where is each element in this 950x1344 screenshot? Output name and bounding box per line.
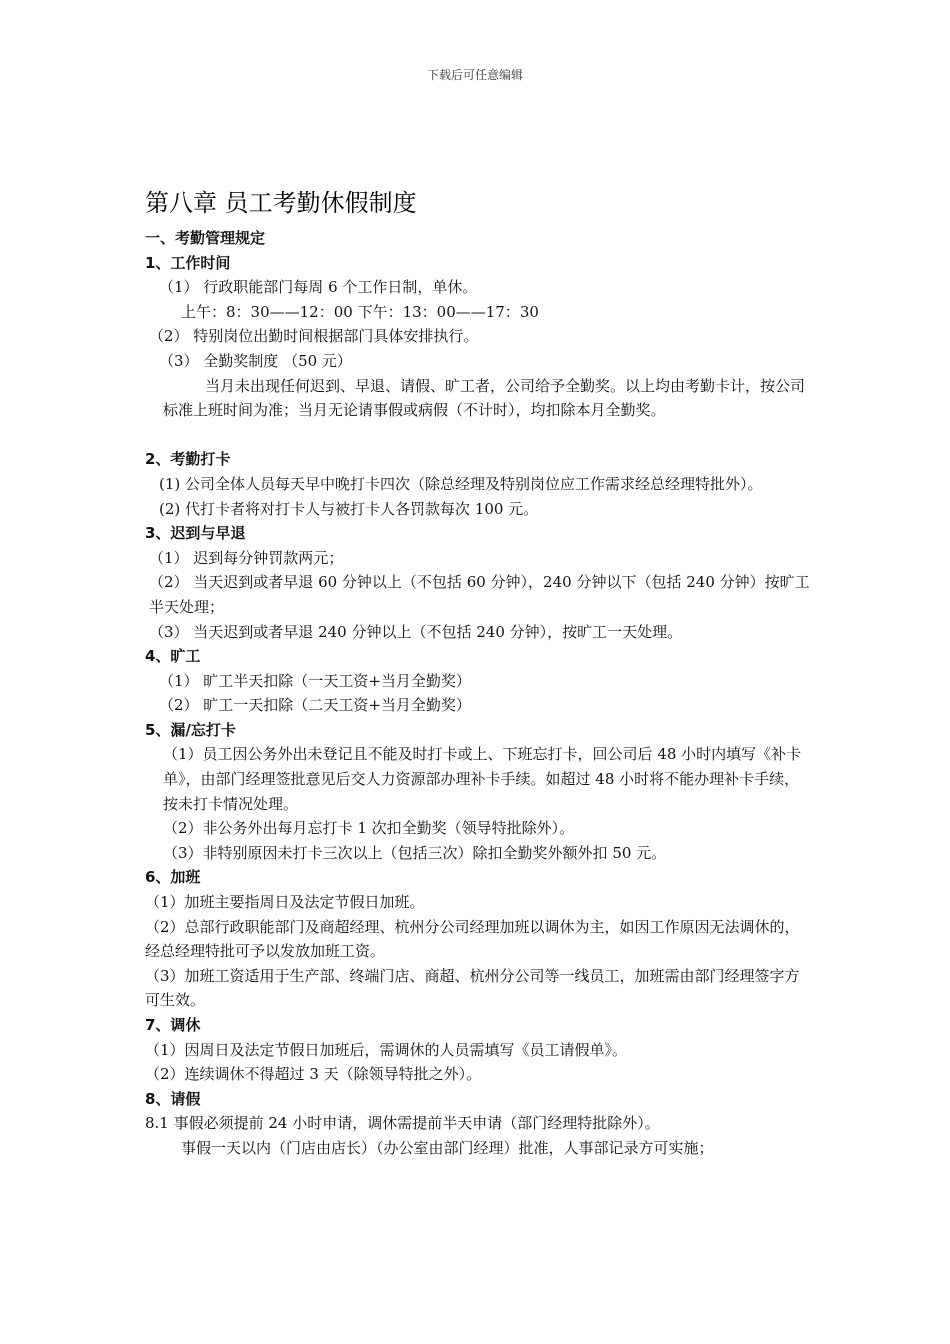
section-heading: 3、迟到与早退 [145, 524, 246, 543]
paragraph: 当月未出现任何迟到、早退、请假、旷工者，公司给予全勤奖。以上均由考勤卡计，按公司标准上班时间为准；当月无论请事假或病假（不计时），均扣除本月全勤奖。 [163, 376, 806, 420]
section-heading: 1、工作时间 [145, 253, 231, 272]
paragraph: （1） 旷工半天扣除（一天工资+当月全勤奖） [159, 671, 471, 690]
paragraph: (2) 代打卡者将对打卡人与被打卡人各罚款每次 100 元。 [159, 499, 539, 518]
page-header-note: 下载后可任意编辑 [426, 68, 523, 82]
paragraph: （3） 当天迟到或者早退 240 分钟以上（不包括 240 分钟），按旷工一天处理。 [149, 622, 683, 641]
document-body [145, 226, 810, 1161]
paragraph: （2） 旷工一天扣除（二天工资+当月全勤奖） [159, 696, 471, 715]
blank-line [145, 423, 810, 448]
section-heading: 5、漏/忘打卡 [145, 720, 236, 739]
section-heading: 6、加班 [145, 868, 201, 887]
paragraph: （3）加班工资适用于生产部、终端门店、商超、杭州分公司等一线员工，加班需由部门经理签字方可生效。 [145, 966, 800, 1010]
paragraph: （2）总部行政职能部门及商超经理、杭州分公司经理加班以调休为主，如因工作原因无法调休的，经总经理特批可予以发放加班工资。 [145, 917, 800, 961]
section-heading: 8、请假 [145, 1089, 201, 1108]
paragraph: 事假一天以内（门店由店长）（办公室由部门经理）批准，人事部记录方可实施； [181, 1138, 714, 1157]
section-heading: 4、旷工 [145, 647, 201, 666]
section-heading: 7、调休 [145, 1016, 201, 1034]
paragraph: （1）因周日及法定节假日加班后，需调休的人员需填写《员工请假单》。 [145, 1040, 628, 1059]
paragraph: 8.1 事假必须提前 24 小时申请，调休需提前半天申请（部门经理特批除外）。 [145, 1114, 660, 1133]
paragraph: （2）非公务外出每月忘打卡 1 次扣全勤奖（领导特批除外）。 [163, 819, 575, 838]
paragraph: （2） 当天迟到或者早退 60 分钟以上（不包括 60 分钟），240 分钟以下（包括 240 分钟）按旷工半天处理； [149, 573, 810, 616]
paragraph: （2）连续调休不得超过 3 天（除领导特批之外）。 [145, 1065, 482, 1084]
paragraph: （2） 特别岗位出勤时间根据部门具体安排执行。 [149, 327, 479, 346]
paragraph: （1） 行政职能部门每周 6 个工作日制，单休。 [159, 278, 478, 297]
page-title: 第八章 员工考勤休假制度 [145, 189, 417, 217]
paragraph: （1） 迟到每分钟罚款两元； [149, 548, 344, 567]
paragraph: （1）员工因公务外出未登记且不能及时打卡或上、下班忘打卡，回公司后 48 小时内填写《补卡单》，由部门经理签批意见后交人力资源部办理补卡手续。如超过 48 小时将不能办理补卡手续，按未打卡情况处理。 [163, 745, 802, 813]
paragraph: 上午：8：30——12：00 下午：13：00——17：30 [181, 302, 539, 321]
paragraph: （3） 全勤奖制度 （50 元） [159, 351, 352, 370]
section-heading: 2、考勤打卡 [145, 450, 231, 469]
paragraph: （3）非特别原因未打卡三次以上（包括三次）除扣全勤奖外额外扣 50 元。 [163, 843, 667, 862]
paragraph: （1）加班主要指周日及法定节假日加班。 [145, 893, 425, 912]
paragraph: (1) 公司全体人员每天早中晚打卡四次（除总经理及特别岗位应工作需求经总经理特批外）。 [159, 474, 763, 493]
section-heading: 一、考勤管理规定 [145, 229, 266, 247]
